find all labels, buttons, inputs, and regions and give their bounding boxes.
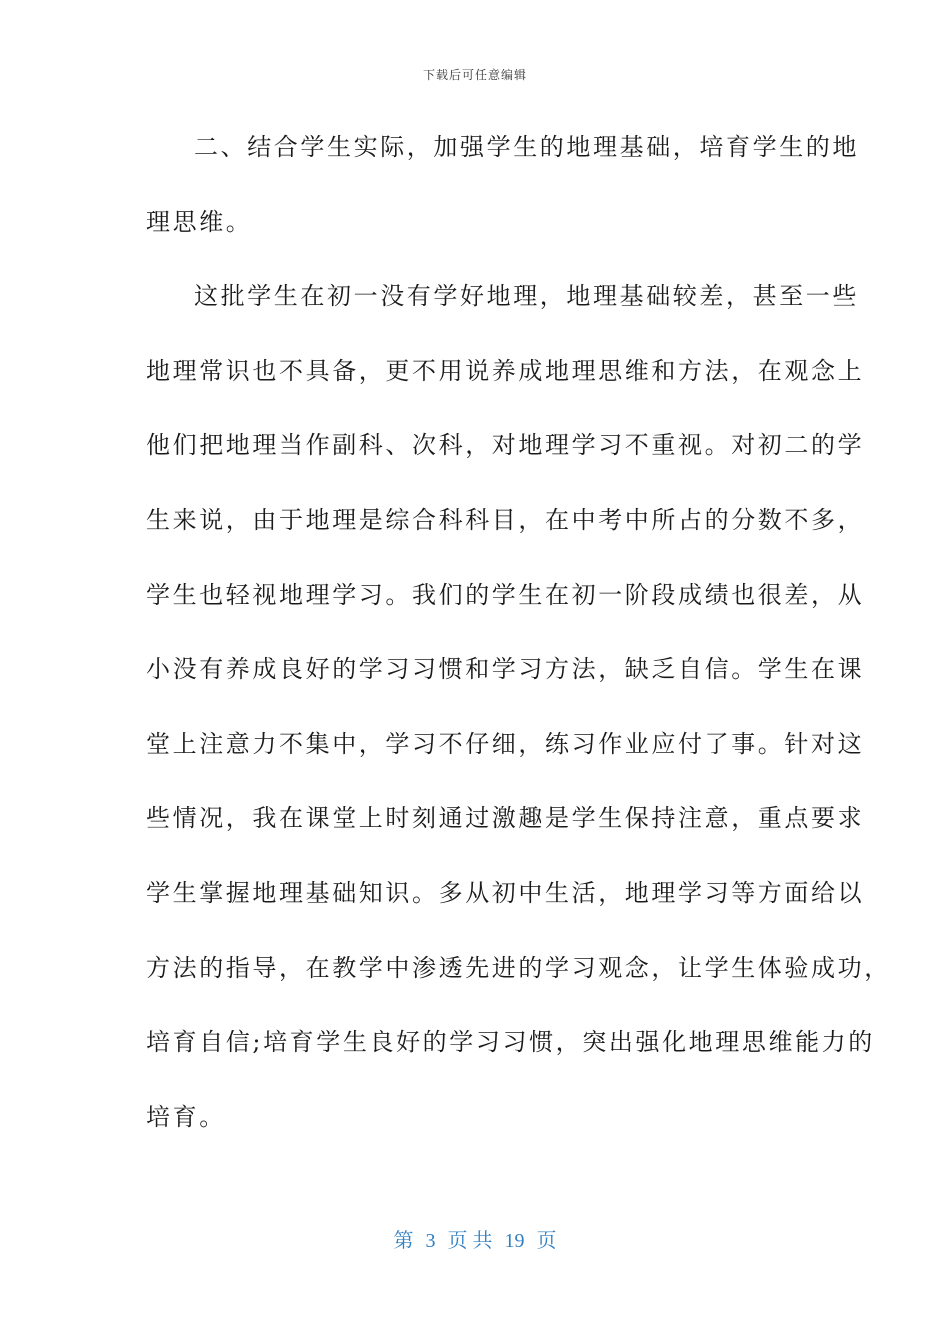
paragraph-line: 地理常识也不具备，更不用说养成地理思维和方法，在观念上 bbox=[146, 356, 865, 385]
paragraph-line: 学生掌握地理基础知识。多从初中生活，地理学习等方面给以 bbox=[146, 878, 865, 907]
paragraph-line: 培育自信;培育学生良好的学习习惯，突出强化地理思维能力的 bbox=[146, 1028, 875, 1057]
total-page-number: 19 bbox=[504, 1230, 525, 1252]
paragraph-line: 小没有养成良好的学习习惯和学习方法，缺乏自信。学生在课 bbox=[146, 655, 865, 684]
paragraph-line: 这批学生在初一没有学好地理，地理基础较差，甚至一些 bbox=[194, 282, 859, 311]
heading-line: 理思维。 bbox=[146, 207, 253, 236]
paragraph-line: 生来说，由于地理是综合科科目，在中考中所占的分数不多， bbox=[146, 505, 865, 534]
paragraph-line: 方法的指导，在教学中渗透先进的学习观念，让学生体验成功， bbox=[146, 953, 891, 982]
current-page-number: 3 bbox=[425, 1230, 436, 1252]
footer-prefix: 第 bbox=[393, 1230, 414, 1252]
footer-middle: 页 共 bbox=[447, 1230, 493, 1252]
footer-suffix: 页 bbox=[536, 1230, 557, 1252]
page-footer bbox=[0, 1224, 950, 1253]
page-header: 下载后可任意编辑 bbox=[422, 68, 527, 82]
paragraph-line: 学生也轻视地理学习。我们的学生在初一阶段成绩也很差，从 bbox=[146, 580, 865, 609]
document-body bbox=[146, 110, 891, 1154]
paragraph-line: 培育。 bbox=[146, 1102, 226, 1131]
paragraph-line: 他们把地理当作副科、次科，对地理学习不重视。对初二的学 bbox=[146, 431, 865, 460]
heading-line: 二、结合学生实际，加强学生的地理基础，培育学生的地 bbox=[194, 133, 859, 161]
paragraph-line: 些情况，我在课堂上时刻通过激趣是学生保持注意，重点要求 bbox=[146, 804, 865, 833]
paragraph-line: 堂上注意力不集中，学习不仔细，练习作业应付了事。针对这 bbox=[146, 729, 865, 758]
